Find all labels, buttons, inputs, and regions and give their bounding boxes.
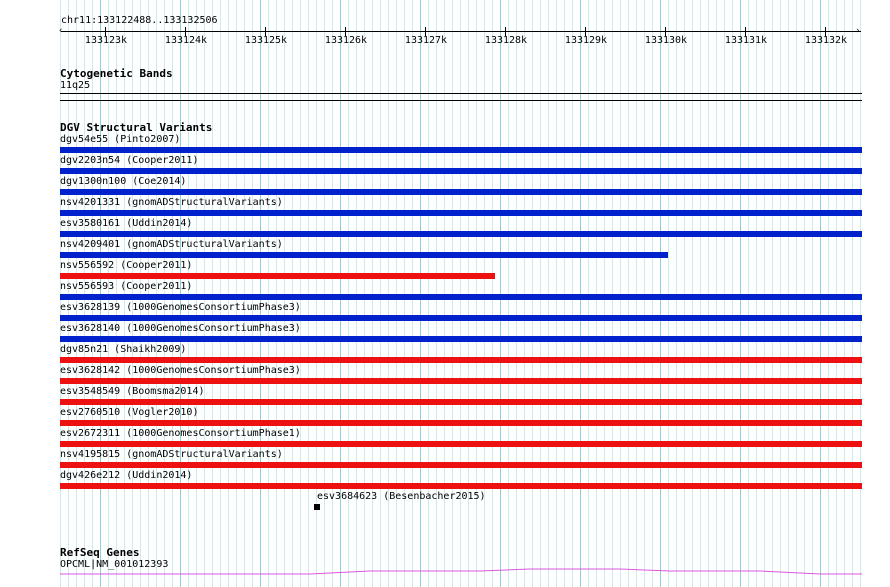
ruler-tick-label: 133124k [164,35,208,46]
refseq-track-title: RefSeq Genes [60,546,140,559]
variant-label[interactable]: nsv4201331 (gnomADStructuralVariants) [60,197,283,208]
variant-bar[interactable] [60,378,862,384]
variant-bar[interactable] [60,189,862,195]
ruler-tick-label: 133131k [724,35,768,46]
variant-label[interactable]: esv3548549 (Boomsma2014) [60,386,205,397]
variant-bar[interactable] [60,420,862,426]
variant-label[interactable]: esv3580161 (Uddin2014) [60,218,193,229]
variant-label[interactable]: dgv2203n54 (Cooper2011) [60,155,199,166]
variant-bar[interactable] [60,315,862,321]
ruler-tick-label: 133126k [324,35,368,46]
variant-bar[interactable] [60,357,862,363]
small-variant-bar[interactable] [314,504,320,510]
variant-bar[interactable] [60,168,862,174]
position-label: chr11:133122488..133132506 [61,15,218,26]
variant-label[interactable]: nsv4209401 (gnomADStructuralVariants) [60,239,283,250]
variant-bar[interactable] [60,462,862,468]
scroll-right-arrow-icon[interactable]: › [855,26,861,36]
variant-label[interactable]: nsv556593 (Cooper2011) [60,281,193,292]
cytoband-line [60,93,862,94]
variant-bar[interactable] [60,252,668,258]
variant-label[interactable]: dgv426e212 (Uddin2014) [60,470,193,481]
ruler-line [61,31,861,32]
variant-label[interactable]: esv2760510 (Vogler2010) [60,407,199,418]
ruler-tick-label: 133130k [644,35,688,46]
variant-bar[interactable] [60,483,862,489]
ruler-tick-label: 133123k [84,35,128,46]
variant-bar[interactable] [60,147,862,153]
variant-label[interactable]: dgv85n21 (Shaikh2009) [60,344,187,355]
variant-bar[interactable] [60,231,862,237]
variant-label[interactable]: esv3628142 (1000GenomesConsortiumPhase3) [60,365,301,376]
ruler-tick-label: 133132k [804,35,848,46]
gene-model[interactable] [60,568,862,578]
gene-label[interactable]: OPCML|NM_001012393 [60,559,169,570]
dgv-track-title: DGV Structural Variants [60,121,213,134]
variant-label[interactable]: nsv556592 (Cooper2011) [60,260,193,271]
variant-bar[interactable] [60,336,862,342]
variant-label[interactable]: nsv4195815 (gnomADStructuralVariants) [60,449,283,460]
variant-bar[interactable] [60,441,862,447]
variant-label[interactable]: esv3628140 (1000GenomesConsortiumPhase3) [60,323,301,334]
track-divider [60,100,862,101]
variant-bar[interactable] [60,273,495,279]
ruler-tick-label: 133127k [404,35,448,46]
variant-label[interactable]: esv2672311 (1000GenomesConsortiumPhase1) [60,428,301,439]
ruler-tick-label: 133128k [484,35,528,46]
variant-label[interactable]: dgv54e55 (Pinto2007) [60,134,181,145]
variant-bar[interactable] [60,210,862,216]
variant-label[interactable]: esv3628139 (1000GenomesConsortiumPhase3) [60,302,301,313]
small-variant-label[interactable]: esv3684623 (Besenbacher2015) [317,491,486,502]
cytogenetic-track-title: Cytogenetic Bands [60,67,173,80]
cytoband-label[interactable]: 11q25 [60,80,91,91]
scroll-left-arrow-icon[interactable]: ‹ [58,26,64,36]
variant-bar[interactable] [60,294,862,300]
variant-label[interactable]: dgv1300n100 (Coe2014) [60,176,187,187]
ruler-tick-label: 133125k [244,35,288,46]
variant-bar[interactable] [60,399,862,405]
ruler-tick-label: 133129k [564,35,608,46]
